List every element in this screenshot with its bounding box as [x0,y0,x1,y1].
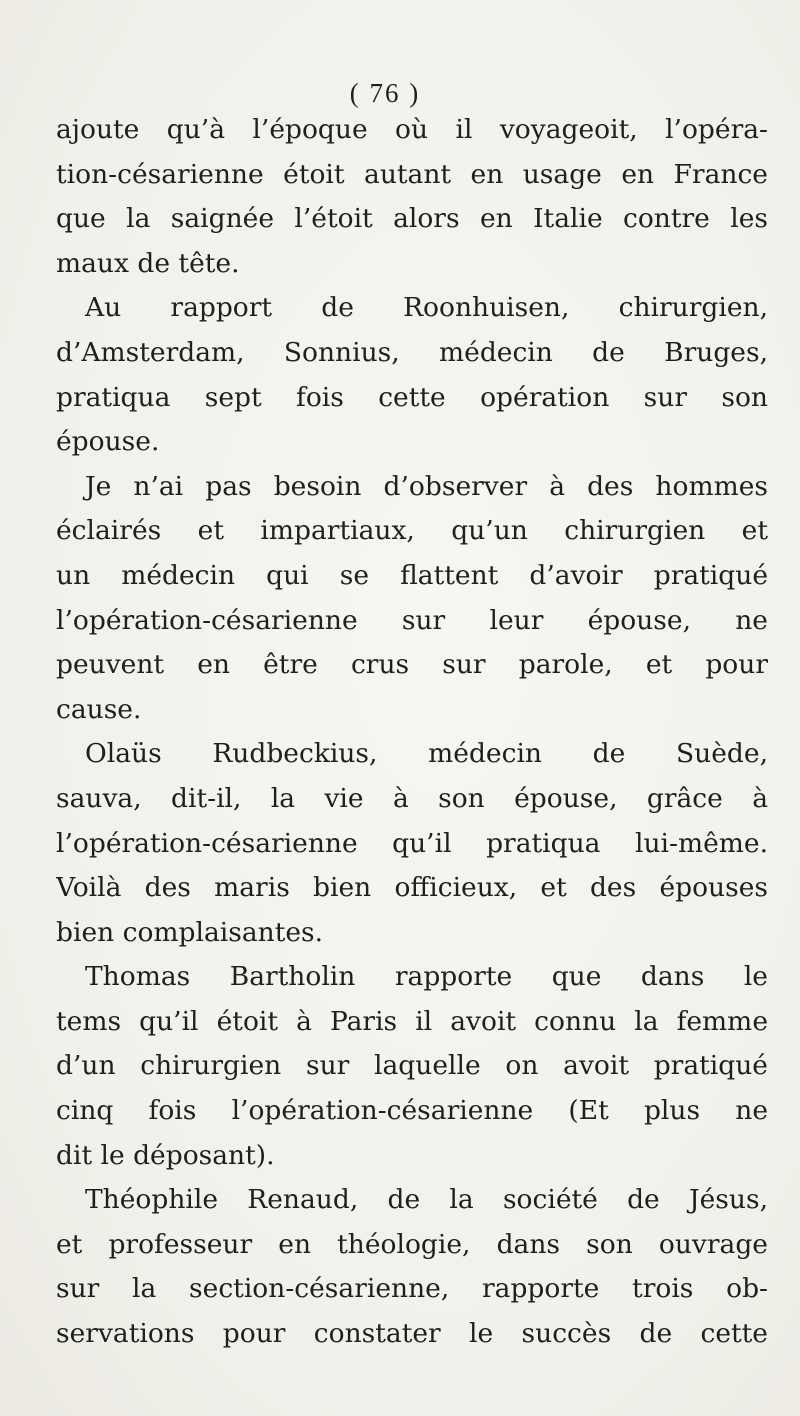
text-line: peuvent en être crus sur parole, et pour [56,649,768,681]
body-text [56,108,768,1357]
text-line: sauva, dit-il, la vie à son épouse, grâce à [56,782,768,814]
text-line: Théophile Renaud, de la société de Jésus, [85,1184,768,1216]
text-line: maux de tête. [56,247,240,279]
text-line: Olaüs Rudbeckius, médecin de Suède, [85,738,768,770]
text-line: que la saignée l’étoit alors en Italie contre les [56,203,768,235]
text-line: épouse. [56,426,160,458]
text-line: l’opération-césarienne sur leur épouse, ne [56,604,768,636]
text-line: dit le déposant). [56,1139,275,1171]
text-line: pratiqua sept fois cette opération sur son [56,381,768,413]
text-line: d’Amsterdam, Sonnius, médecin de Bruges, [56,336,768,368]
text-line: Je n’ai pas besoin d’observer à des hommes [85,470,768,502]
text-line: tems qu’il étoit à Paris il avoit connu la femme [56,1005,768,1037]
text-line: un médecin qui se flattent d’avoir pratiqué [56,559,768,591]
text-line: tion-césarienne étoit autant en usage en France [56,158,768,190]
text-line: Voilà des maris bien officieux, et des épouses [56,872,768,904]
text-line: servations pour constater le succès de cette [56,1318,768,1350]
text-line: cinq fois l’opération-césarienne (Et plus ne [56,1095,768,1127]
text-line: bien complaisantes. [56,916,324,948]
text-line: éclairés et impartiaux, qu’un chirurgien et [56,515,768,547]
text-line: ajoute qu’à l’époque où il voyageoit, l’opéra- [56,114,768,145]
text-line: d’un chirurgien sur laquelle on avoit pratiqué [56,1050,768,1082]
page-number: ( 76 ) [349,78,421,108]
text-line: sur la section-césarienne, rapporte trois ob- [56,1273,768,1305]
text-line: Au rapport de Roonhuisen, chirurgien, [85,292,768,324]
text-line: Thomas Bartholin rapporte que dans le [85,961,768,993]
text-line: l’opération-césarienne qu’il pratiqua lui-même. [56,827,768,859]
text-line: et professeur en théologie, dans son ouvrage [56,1228,768,1260]
text-line: cause. [56,693,142,725]
